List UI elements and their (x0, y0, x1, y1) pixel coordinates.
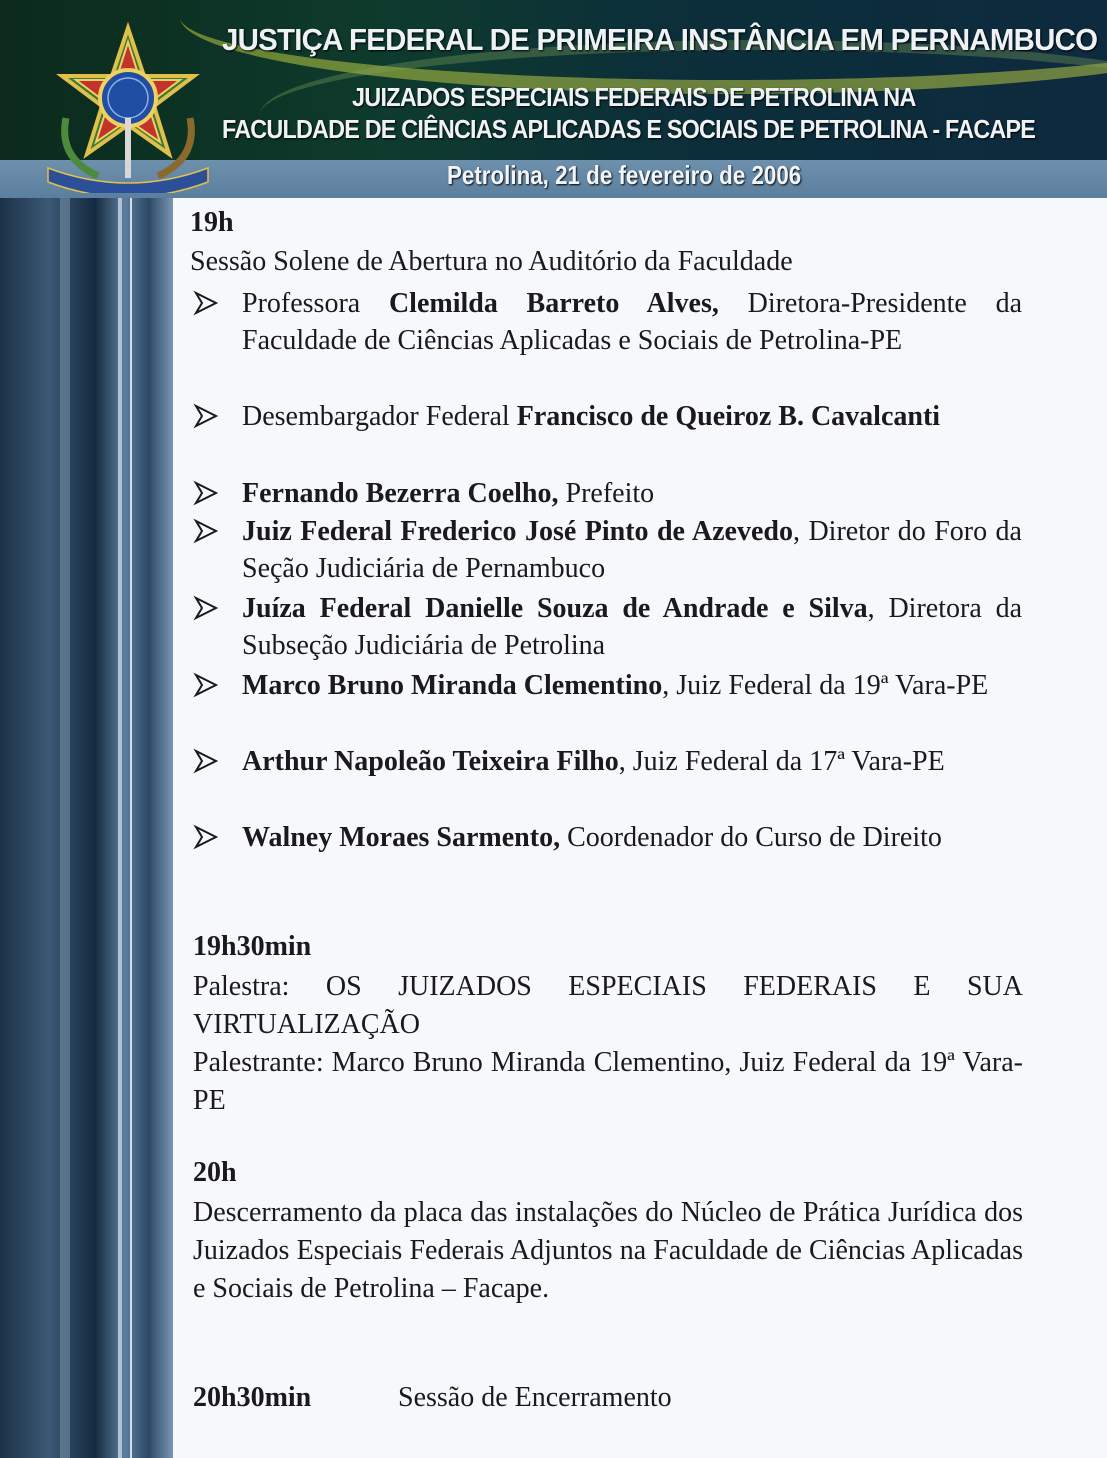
left-decorative-band (0, 198, 173, 1458)
arrow-bullet-icon (193, 403, 219, 429)
header-subtitle-1: JUIZADOS ESPECIAIS FEDERAIS DE PETROLINA NA (352, 82, 916, 112)
speaker-item (242, 743, 1022, 780)
speaker-name: Juíza Federal Danielle Souza de Andrade e Silva (242, 593, 868, 624)
speaker-item (242, 285, 1022, 359)
session-title: Sessão Solene de Abertura no Auditório da Faculdade (190, 246, 793, 277)
band-stripe (130, 198, 132, 1458)
header-subtitle-2: FACULDADE DE CIÊNCIAS APLICADAS E SOCIAIS DE PETROLINA - FACAPE (222, 114, 1036, 144)
arrow-bullet-icon (193, 748, 219, 774)
speaker-role: Coordenador do Curso de Direito (560, 822, 942, 853)
time-19h30min: 19h30min (193, 931, 312, 962)
speaker-role: , Diretora da Subseção Judiciária de Petrolina (242, 593, 1022, 661)
band-stripe (118, 198, 122, 1458)
closing-session: Sessão de Encerramento (398, 1382, 672, 1413)
speaker-name: Clemilda Barreto Alves, (388, 288, 719, 319)
speaker-item (242, 475, 1022, 512)
speaker-role-prefix: Professora (242, 288, 389, 319)
speaker-name: Arthur Napoleão Teixeira Filho (242, 746, 619, 777)
event-date: Petrolina, 21 de fevereiro de 2006 (447, 160, 802, 190)
speaker-item (242, 819, 1022, 856)
speaker-item (242, 667, 1022, 704)
speaker-item (242, 513, 1022, 587)
talk-speaker: Palestrante: Marco Bruno Miranda Clementino, Juiz Federal da 19ª Vara-PE (193, 1047, 1023, 1116)
speaker-name: Fernando Bezerra Coelho, (242, 478, 559, 509)
time-20h30min: 20h30min (193, 1382, 312, 1413)
speaker-role: Diretora-Presidente da Faculdade de Ciências Aplicadas e Sociais de Petrolina-PE (242, 288, 1022, 356)
speaker-name: Walney Moraes Sarmento, (242, 822, 561, 853)
arrow-bullet-icon (193, 290, 219, 316)
emblem-sword (125, 118, 131, 178)
speaker-role: , Juiz Federal da 19ª Vara-PE (662, 670, 989, 701)
talk-title: Palestra: OS JUIZADOS ESPECIAIS FEDERAIS E SUA VIRTUALIZAÇÃO (193, 971, 1023, 1040)
arrow-bullet-icon (193, 480, 219, 506)
speaker-role: , Diretor do Foro da Seção Judiciária de Pernambuco (242, 516, 1022, 584)
speaker-item (242, 590, 1022, 664)
arrow-bullet-icon (193, 595, 219, 621)
header-title: JUSTIÇA FEDERAL DE PRIMEIRA INSTÂNCIA EM PERNAMBUCO (222, 22, 1098, 57)
time-19h: 19h (190, 207, 234, 238)
speaker-role: , Juiz Federal da 17ª Vara-PE (618, 746, 945, 777)
speaker-role-prefix: Desembargador Federal (242, 401, 517, 432)
speaker-role: Prefeito (558, 478, 655, 509)
band-stripe (60, 198, 70, 1458)
speaker-name: Marco Bruno Miranda Clementino (242, 670, 663, 701)
speaker-item (242, 398, 1022, 435)
arrow-bullet-icon (193, 824, 219, 850)
brazil-coat-of-arms-icon (40, 18, 215, 193)
plaque-unveiling-text: Descerramento da placa das instalações do Núcleo de Prática Jurídica dos Juizados Especiais Federais Adjuntos na Faculdade de Ciências Aplicadas e Sociais de Petrolina – Facape. (193, 1197, 1023, 1304)
arrow-bullet-icon (193, 672, 219, 698)
speaker-name: Francisco de Queiroz B. Cavalcanti (516, 401, 941, 432)
arrow-bullet-icon (193, 518, 219, 544)
speaker-name: Juiz Federal Frederico José Pinto de Azevedo (242, 516, 793, 547)
time-20h: 20h (193, 1157, 237, 1188)
